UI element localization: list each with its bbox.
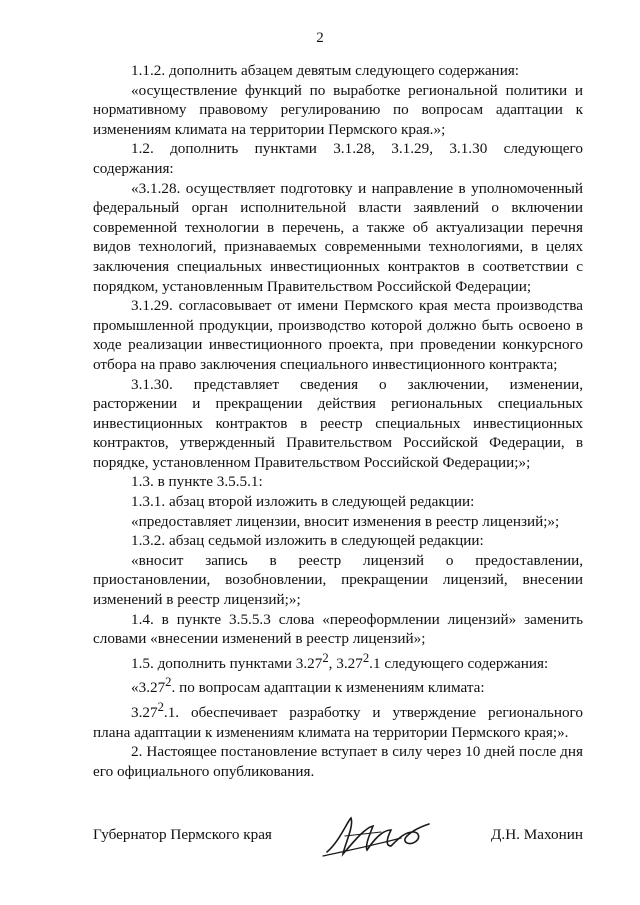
page-number: 2 (316, 30, 324, 46)
handwritten-signature (321, 812, 431, 865)
paragraph-1-5: 1.5. дополнить пунктами 3.27$^2$, 3.27$^2$.1 следующего содержания: (131, 650, 549, 672)
paragraph-3-1-30: 3.1.30. представляет сведения о заключении, изменении, расторжении и прекращении действия региональных специальных инвестиционных контрактов в реестр специальных инвестиционных контрактов, утвержденный Правительством Российской Федерации, в порядке, установленном Правительством Российской Федерации;»; (93, 375, 583, 471)
paragraph-quote-registry: «вносит запись в реестр лицензий о предоставлении, приостановлении, возобновлении, прекращении лицензий, внесении изменений в реестр лицензий;»; (93, 551, 583, 609)
paragraph-1-3-2: 1.3.2. абзац седьмой изложить в следующей редакции: (131, 532, 484, 550)
paragraph-3-27-1: 3.27$^2$.1. обеспечивает разработку и утверждение регионального плана адаптации к изменениям климата на территории Пермского края;». (93, 700, 583, 741)
paragraph-quote-licenses: «предоставляет лицензии, вносит изменения в реестр лицензий;»; (131, 512, 560, 530)
signatory-name: Д.Н. Махонин (491, 826, 583, 843)
paragraph-1-3-1: 1.3.1. абзац второй изложить в следующей редакции: (131, 493, 475, 511)
paragraph-1-2: 1.2. дополнить пунктами 3.1.28, 3.1.29, 3.1.30 следующего содержания: (93, 140, 583, 177)
signature-block (93, 826, 583, 866)
paragraph-3-27: «3.27$^2$. по вопросам адаптации к изменениям климата: (131, 675, 485, 697)
paragraph-1-1-2: 1.1.2. дополнить абзацем девятым следующего содержания: (131, 62, 520, 79)
paragraph-2-entry-into-force: 2. Настоящее постановление вступает в силу через 10 дней после дня его официального опубликования. (93, 743, 583, 780)
paragraph-quote-regional-policy: «осуществление функций по выработке региональной политики и нормативному правовому регулированию по вопросам адаптации к изменениям климата на территории Пермского края.»; (93, 81, 583, 138)
document-body (93, 61, 583, 782)
paragraph-1-3: 1.3. в пункте 3.5.5.1: (131, 473, 263, 491)
paragraph-3-1-28: «3.1.28. осуществляет подготовку и направление в уполномоченный федеральный орган исполнительной власти заявлений о включении современной технологии в перечень, а также об актуализации перечня видов технологий, признаваемых современными технологиями, в целях заключения специальных инвестиционных контрактов в соответствии с порядком, установленным Правительством Российской Федерации; (93, 179, 583, 295)
paragraph-1-4: 1.4. в пункте 3.5.5.3 слова «переоформлении лицензий» заменить словами «внесении изменений в реестр лицензий»; (93, 610, 583, 648)
paragraph-3-1-29: 3.1.29. согласовывает от имени Пермского края места производства промышленной продукции, производство которой должно быть освоено в ходе реализации инвестиционного проекта, при проведении конкурсного отбора на право заключения специального инвестиционного контракта; (93, 297, 583, 373)
signatory-role: Губернатор Пермского края (93, 826, 272, 843)
